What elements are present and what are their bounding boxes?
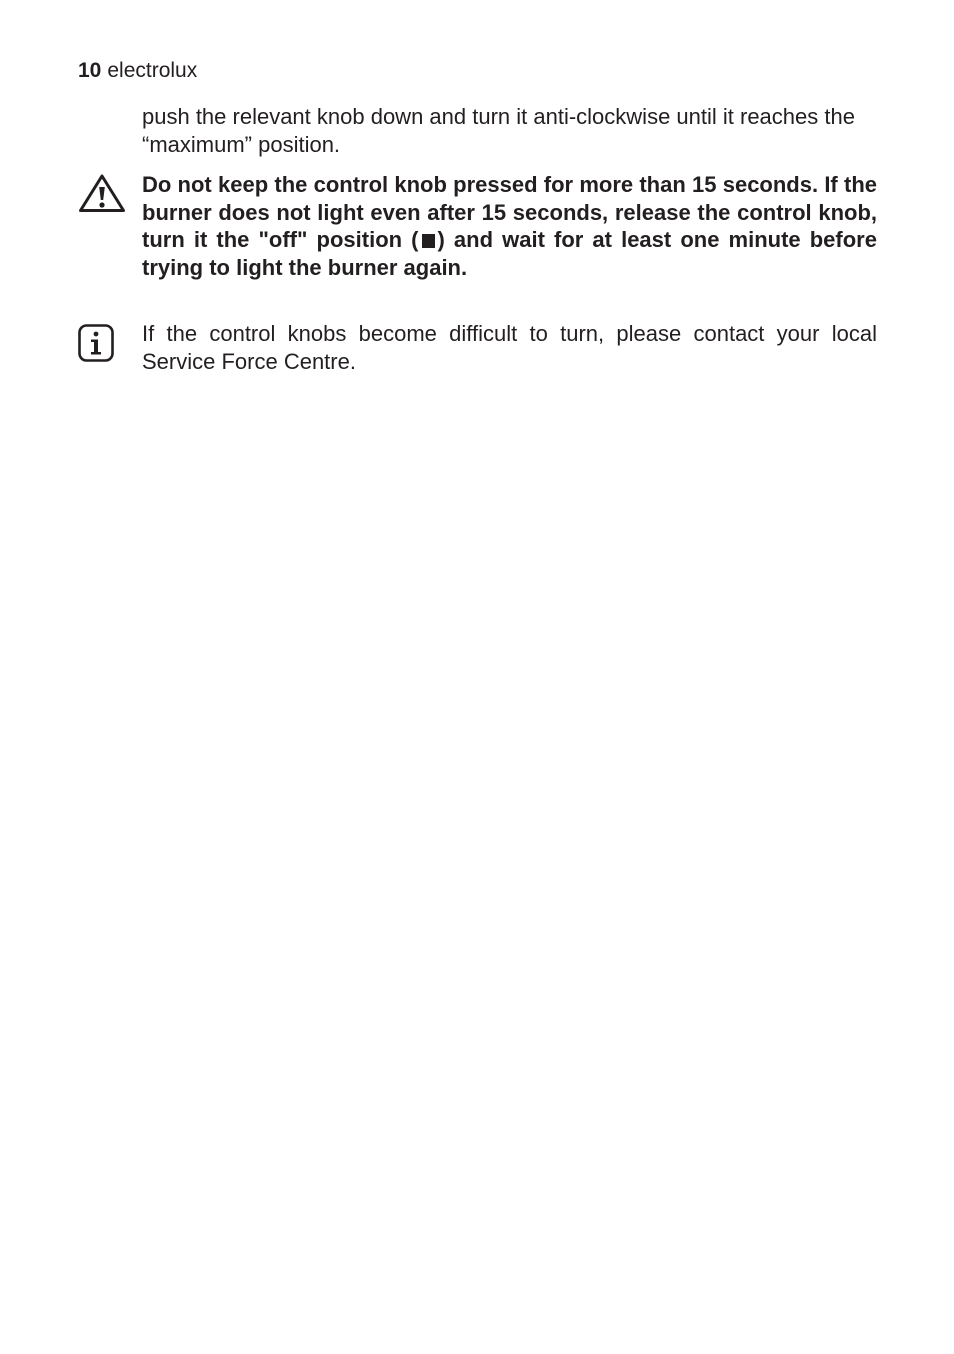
warning-triangle-icon [78,173,126,213]
warning-paragraph [142,171,877,281]
off-square-icon [422,234,435,248]
page-number: 10 [78,59,102,82]
warning-text-start: Do not keep the control knob pressed for more than 15 seconds. If the burner does not light even after 15 seconds, release the control knob, turn it the "off" position ( [142,172,877,252]
intro-paragraph: push the relevant knob down and turn it anti-clockwise until it reaches the “maximum” position. [142,104,855,157]
info-icon [78,324,114,362]
warning-text-end: ) and wait for at least one minute before trying to light the burner again. [142,227,877,280]
info-paragraph: If the control knobs become difficult to turn, please contact your local Service Force Centre. [142,321,877,374]
page-header [78,58,197,84]
brand-name: electrolux [107,59,198,82]
